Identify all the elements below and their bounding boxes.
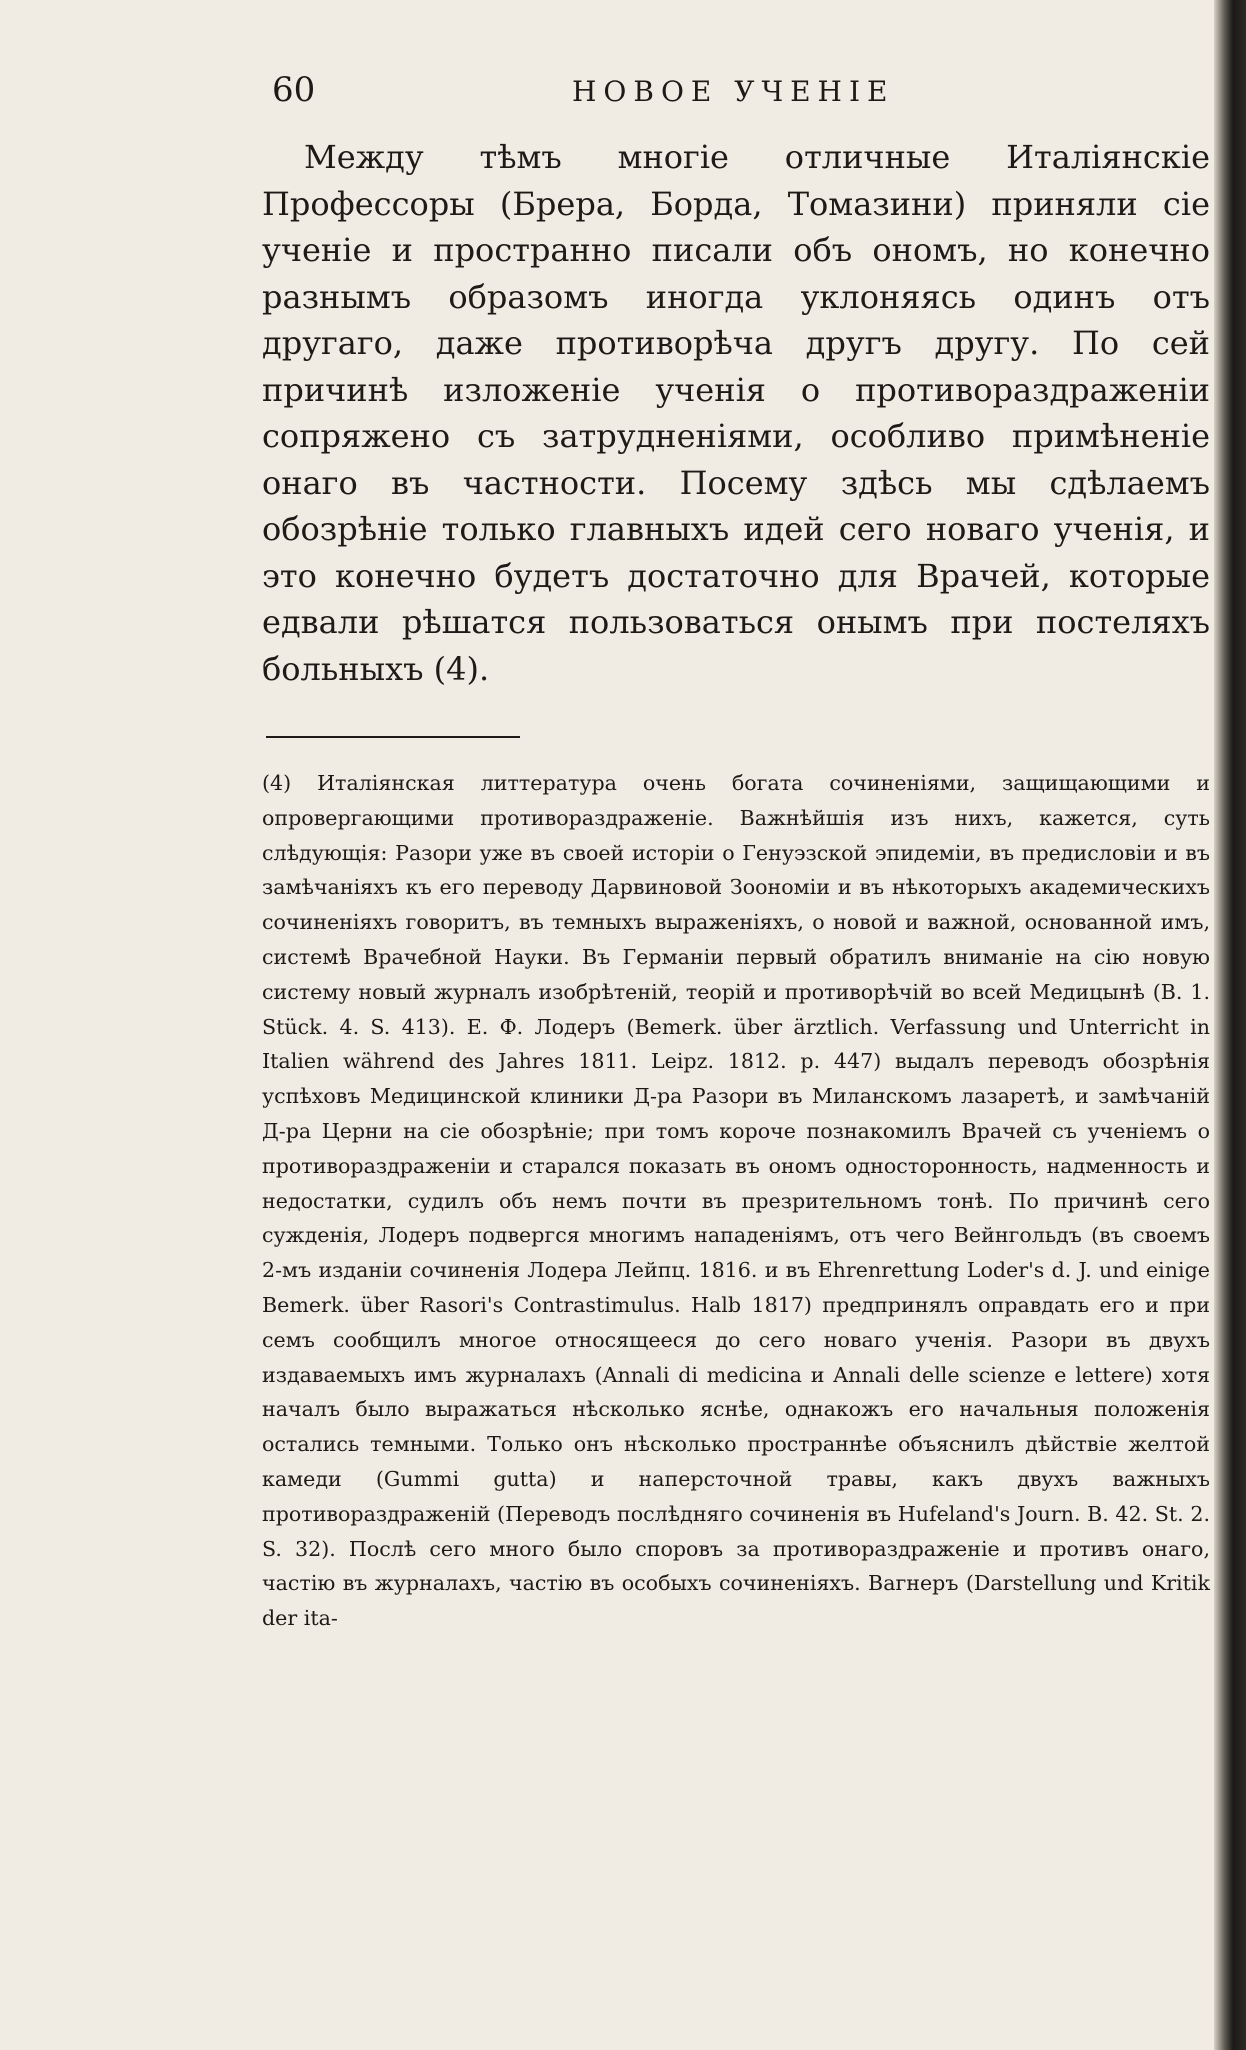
page-number: 60	[272, 70, 316, 110]
running-head: НОВОЕ УЧЕНІЕ	[572, 75, 895, 108]
scan-binding-edge	[1214, 0, 1246, 2050]
page-header	[262, 70, 1210, 120]
book-page	[262, 70, 1210, 1636]
footnote	[262, 766, 1210, 1636]
footnote-text: Италіянская литтература очень богата сочиненіями, защищающими и опровергающими противораздраженіе. Важнѣйшія изъ нихъ, кажется, суть слѣдующія: Разори уже въ своей исторіи о Генуэзской эпидеміи, въ предисловіи и въ замѣчаніяхъ къ его переводу Дарвиновой Зоономіи и въ нѣкоторыхъ академическихъ сочиненіяхъ говоритъ, въ темныхъ выраженіяхъ, о новой и важной, основанной имъ, системѣ Врачебной Науки. Въ Германіи первый обратилъ вниманіе на сію новую систему новый журналъ изобрѣтеній, теорій и противорѣчій во всей Медицынѣ (B. 1. Stück. 4. S. 413). Е. Ф. Лодеръ (Bemerk. über ärztlich. Verfassung und Unterricht in Italien während des Jahres 1811. Leipz. 1812. p. 447) выдалъ переводъ обозрѣнія успѣховъ Медицинской клиники Д-ра Разори въ Миланскомъ лазаретѣ, и замѣчаній Д-ра Церни на сіе обозрѣніе; при томъ короче познакомилъ Врачей съ ученіемъ о противораздраженіи и старался показать въ ономъ односторонность, надменность и недостатки, судилъ объ немъ почти въ презрительномъ тонѣ. По причинѣ сего сужденія, Лодеръ подвергся многимъ нападеніямъ, отъ чего Вейнгольдъ (въ своемъ 2-мъ изданіи сочиненія Лодера Лейпц. 1816. и въ Ehrenrettung Loder's d. J. und einige Bemerk. über Rasori's Contrastimulus. Halb 1817) предпринялъ оправдать его и при семъ сообщилъ многое относящееся до сего новаго ученія. Разори въ двухъ издаваемыхъ имъ журналахъ (Annali di medicina и Annali delle scienze e lettere) хотя началъ было выражаться нѣсколько яснѣе, однакожъ его начальныя положенія остались темными. Только онъ нѣсколько пространнѣе объяснилъ дѣйствіе желтой камеди (Gummi gutta) и наперсточной травы, какъ двухъ важныхъ противораздраженій (Переводъ послѣдняго сочиненія въ Hufeland's Journ. B. 42. St. 2. S. 32). Послѣ сего много было споровъ за противораздраженіе и противъ онаго, частію въ журналахъ, частію въ особыхъ сочиненіяхъ. Вагнеръ (Darstellung und Kritik der ita-	[262, 771, 1211, 1631]
main-paragraph: Между тѣмъ многіе отличные Италіянскіе Профессоры (Брера, Борда, Томазини) приняли сіе ученіе и пространно писали объ ономъ, но конечно разнымъ образомъ иногда уклоняясь одинъ отъ другаго, даже противорѣча другъ другу. По сей причинѣ изложеніе ученія о противораздраженіи сопряжено съ затрудненіями, особливо примѣненіе онаго въ частности. Посему здѣсь мы сдѣлаемъ обозрѣніе только главныхъ идей сего новаго ученія, и это конечно будетъ достаточно для Врачей, которые едвали рѣшатся пользоваться онымъ при постеляхъ больныхъ (4).	[262, 138, 1210, 688]
footnote-separator	[266, 736, 520, 738]
footnote-marker: (4)	[262, 771, 292, 795]
